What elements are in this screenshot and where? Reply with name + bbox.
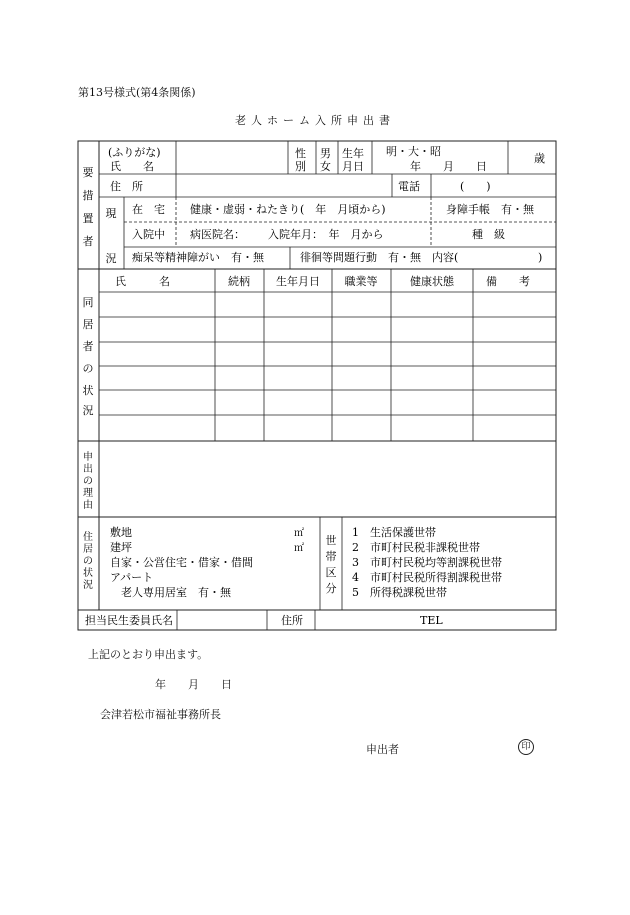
household-item-4: 4 市町村民税所得割課税世帯 — [352, 571, 502, 584]
commissioner-tel-label: TEL — [420, 614, 443, 627]
dementia: 痴呆等精神障がい 有・無 — [132, 251, 264, 264]
reason-label-char: の — [83, 476, 93, 487]
hospital-date: 入院年月： 年 月から — [268, 228, 384, 241]
household-label-char: 世 — [325, 534, 337, 547]
cohab-label-char: 居 — [82, 318, 94, 331]
reason-label-char: 申 — [83, 452, 93, 463]
furigana-label: (ふりがな) — [108, 146, 161, 159]
housing-label-char: 住 — [83, 532, 93, 543]
statement: 上記のとおり申出ます。 — [88, 648, 209, 661]
cohab-label-char: 者 — [82, 340, 94, 353]
unit-sqm-2: ㎡ — [294, 543, 304, 554]
era-options: 明・大・昭 — [386, 145, 441, 158]
housing-line-1: 敷地 — [110, 526, 132, 539]
address-label: 住 所 — [110, 180, 143, 193]
cohab-label-char: 況 — [82, 404, 94, 417]
birth-label-2: 月日 — [342, 160, 364, 173]
birth-label-1: 生年 — [342, 147, 364, 160]
grade-label: 種 級 — [472, 228, 505, 241]
cohab-label-char: 状 — [82, 384, 94, 397]
household-item-3: 3 市町村民税均等割課税世帯 — [352, 556, 502, 569]
reason-label-char: 理 — [83, 488, 93, 499]
sex-label-2: 別 — [295, 160, 306, 173]
header-relation: 続柄 — [228, 275, 250, 288]
header-remarks: 備 考 — [486, 275, 530, 288]
household-label-char: 区 — [325, 566, 337, 579]
housing-line-4: アパート — [110, 571, 154, 584]
date-line: 年 月 日 — [155, 678, 232, 691]
reason-label-char: 出 — [83, 464, 93, 475]
date-unit-month: 月 — [443, 160, 454, 173]
wandering-close: ) — [538, 251, 543, 264]
household-item-5: 5 所得税課税世帯 — [352, 586, 447, 599]
label-applicant-char-4: 者 — [82, 235, 94, 248]
date-unit-day: 日 — [476, 160, 487, 173]
at-home-label: 在 宅 — [132, 203, 165, 216]
household-item-1: 1 生活保護世帯 — [352, 526, 436, 539]
commissioner-name-label: 担当民生委員氏名 — [85, 614, 173, 627]
sex-label-1: 性 — [295, 147, 306, 160]
header-name: 氏 名 — [115, 275, 170, 288]
label-applicant-char-3: 置 — [82, 212, 94, 225]
phone-label: 電話 — [398, 180, 420, 193]
disability-book: 身障手帳 有・無 — [446, 203, 534, 216]
header-occupation: 職業等 — [344, 275, 378, 288]
at-home-value: 健康・虚弱・ねたきり( 年 月頃から) — [190, 203, 386, 216]
household-label-char: 帯 — [325, 550, 337, 563]
date-unit-year: 年 — [410, 160, 421, 173]
housing-label-char: 状 — [83, 568, 93, 579]
applicant-label: 申出者 — [366, 743, 399, 756]
hospital-name-label: 病医院名： — [190, 228, 245, 241]
name-label: 氏 名 — [110, 160, 154, 173]
status-label-char-2: 況 — [105, 252, 117, 265]
commissioner-address-label: 住所 — [281, 614, 303, 627]
housing-line-3: 自家・公営住宅・借家・借間 — [110, 556, 253, 569]
sex-option-male: 男 — [320, 147, 331, 160]
addressee: 会津若松市福祉事務所長 — [100, 708, 221, 721]
cohab-label-char: 同 — [82, 296, 94, 309]
form-number: 第13号様式(第4条関係) — [78, 86, 196, 99]
housing-line-2: 建坪 — [110, 541, 132, 554]
header-health: 健康状態 — [410, 275, 454, 288]
housing-label-char: 居 — [83, 544, 93, 555]
household-label-char: 分 — [325, 582, 337, 595]
housing-label-char: 況 — [83, 580, 93, 591]
cohab-label-char: の — [82, 362, 94, 375]
age-unit: 歳 — [534, 152, 545, 165]
housing-line-5: 老人専用居室 有・無 — [121, 586, 231, 599]
sex-option-female: 女 — [320, 160, 331, 173]
header-birthdate: 生年月日 — [276, 275, 320, 288]
wandering: 徘徊等問題行動 有・無 内容( — [300, 251, 459, 264]
label-applicant-char-1: 要 — [82, 166, 94, 179]
hospital-label: 入院中 — [132, 228, 165, 241]
label-applicant-char-2: 措 — [82, 189, 94, 202]
reason-label-char: 由 — [83, 500, 93, 511]
unit-sqm-1: ㎡ — [294, 528, 304, 539]
household-item-2: 2 市町村民税非課税世帯 — [352, 541, 480, 554]
status-label-char-1: 現 — [105, 207, 117, 220]
housing-label-char: の — [83, 556, 93, 567]
seal-mark: 印 — [518, 739, 534, 755]
phone-paren: ( ) — [460, 180, 491, 193]
document-title: 老人ホーム入所申出書 — [235, 114, 395, 127]
